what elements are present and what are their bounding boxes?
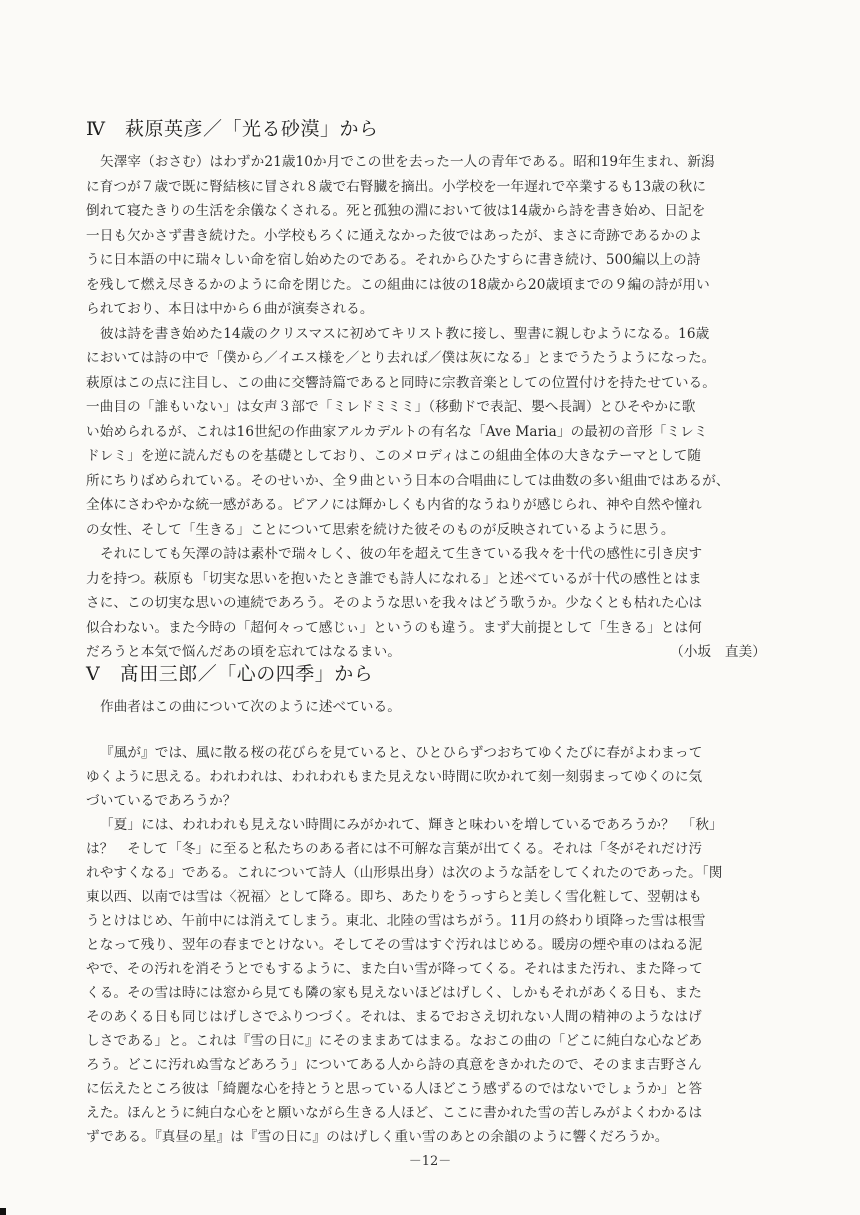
- paragraph-line: ろう。どこに汚れぬ雪などあろう」についてある人から詩の真意をきかれたので、そのまま吉野さん: [86, 1057, 702, 1073]
- paragraph-line: を残して燃え尽きるかのように命を閉じた。この組曲には彼の18歳から20歳頃までの９編の詩が用い: [86, 277, 710, 293]
- author-credit: （小坂 直美）: [670, 644, 766, 660]
- paragraph-line: は？ そして「冬」に至ると私たちのある者には不可解な言葉が出てくる。それは「冬がそれだけ汚: [86, 841, 703, 857]
- paragraph-line: の女性、そして「生きる」ことについて思索を続けた彼そのものが反映されているように思う。: [86, 522, 675, 538]
- paragraph-line: に育つが７歳で既に腎結核に冒され８歳で右腎臓を摘出。小学校を一年遅れで卒業するも13歳の秋に: [86, 179, 707, 195]
- paragraph-line: となって残り、翌年の春までとけない。そしてその雪はすぐ汚れはじめる。暖房の煙や車のはねる泥: [86, 937, 703, 953]
- intro-line: 作曲者はこの曲について次のように述べている。: [100, 699, 401, 715]
- paragraph-line: 一日も欠かさず書き続けた。小学校もろくに通えなかった彼ではあったが、まさに奇跡であるかのよ: [86, 228, 703, 244]
- paragraph-line: 力を持つ。萩原も「切実な思いを抱いたとき誰でも詩人になれる」と述べているが十代の感性とはま: [86, 571, 702, 587]
- paragraph-line: そのあくる日も同じはげしさでふりつづく。それは、まるでおさえ切れない人間の精神のようなはげ: [86, 1009, 702, 1025]
- paragraph-line: ゆくように思える。われわれは、われわれもまた見えない時間に吹かれて刻一刻弱まってゆくのに気: [86, 769, 703, 785]
- paragraph-line: られており、本日は中から６曲が演奏される。: [86, 301, 374, 317]
- page-number: －12－: [408, 1154, 452, 1169]
- paragraph-line: ドレミ」を逆に読んだものを基礎としており、このメロディはこの組曲全体の大きなテーマとして随: [86, 448, 702, 464]
- paragraph-line: 『風が』では、風に散る桜の花びらを見ていると、ひとひらずつおちてゆくたびに春がよわまって: [100, 745, 703, 761]
- paragraph-line: に伝えたところ彼は「綺麗な心を持とうと思っている人ほどこう感ずるのではないでしょうか」と答: [86, 1081, 703, 1097]
- paragraph-line: くる。その雪は時には窓から見ても隣の家も見えないほどはげしく、しかもそれがあくる日も、また: [86, 985, 702, 1001]
- paragraph-line: さに、この切実な思いの連続であろう。そのような思いを我々はどう歌うか。少なくとも枯れた心は: [86, 595, 703, 611]
- paragraph-line: 所にちりばめられている。そのせいか、全９曲という日本の合唱曲にしては曲数の多い組曲ではあるが、: [86, 473, 730, 489]
- paragraph-line: においては詩の中で「僕から／イエス様を／とり去れば／僕は灰になる」とまでうたうようになった。: [86, 350, 716, 366]
- paragraph-line: えた。ほんとうに純白な心をと願いながら生きる人ほど、ここに書かれた雪の苦しみがよくわかるは: [86, 1105, 703, 1121]
- paragraph-line: やで、その汚れを消そうとでもするように、また白い雪が降ってくる。それはまた汚れ、また降って: [86, 961, 703, 977]
- paragraph-line: い始められるが、これは16世紀の作曲家アルカデルトの有名な「Ave Maria」の最初の音形「ミレミ: [86, 424, 708, 440]
- paragraph-line: 彼は詩を書き始めた14歳のクリスマスに初めてキリスト教に接し、聖書に親しむようになる。16歳: [100, 326, 710, 342]
- paragraph-line: れやすくなる」である。これについて詩人（山形県出身）は次のような話をしてくれたのであった。「関: [86, 865, 723, 881]
- paragraph-line: 全体にさわやかな統一感がある。ピアノには輝かしくも内省的なうねりが感じられ、神や自然や憧れ: [86, 497, 702, 513]
- paragraph-line: 萩原はこの点に注目し、この曲に交響詩篇であると同時に宗教音楽としての位置付けを持たせている。: [86, 375, 716, 391]
- paragraph-line: 一曲目の「誰もいない」は女声３部で「ミレドミミミ」（移動ドで表記、嬰へ長調）とひそやかに歌: [86, 399, 696, 415]
- paragraph-line: 東以西、以南では雪は〈祝福〉として降る。即ち、あたりをうっすらと美しく雪化粧して、翌朝はも: [86, 889, 702, 905]
- paragraph-line: うに日本語の中に瑞々しい命を宿し始めたのである。それからひたすらに書き続け、500編以上の詩: [86, 252, 701, 268]
- paragraph-line: 矢澤宰（おさむ）はわずか21歳10か月でこの世を去った一人の青年である。昭和19年生まれ、新潟: [100, 154, 715, 170]
- paragraph-line: うとけはじめ、午前中には消えてしまう。東北、北陸の雪はちがう。11月の終わり頃降った雪は根雪: [86, 913, 706, 929]
- paragraph-line: 似合わない。また今時の「超何々って感じぃ」というのも違う。まず大前提として「生きる」とは何: [86, 620, 702, 636]
- section-4-heading: Ⅳ 萩原英彦／「光る砂漠」から: [86, 118, 379, 140]
- paragraph-line: 「夏」には、われわれも見えない時間にみがかれて、輝きと味わいを増しているであろうか？ 「秋」: [100, 817, 723, 833]
- paragraph-line: 倒れて寝たきりの生活を余儀なくされる。死と孤独の淵において彼は14歳から詩を書き始め、日記を: [86, 203, 706, 219]
- paragraph-line: だろうと本気で悩んだあの頃を忘れてはなるまい。: [86, 644, 401, 660]
- paragraph-line: それにしても矢澤の詩は素朴で瑞々しく、彼の年を超えて生きている我々を十代の感性に引き戻す: [100, 546, 703, 562]
- scan-edge-mark: [0, 1208, 6, 1215]
- paragraph-line: づいているであろうか？: [86, 793, 237, 809]
- paragraph-line: しさである」と。これは『雪の日に』にそのままあてはまる。なおこの曲の「どこに純白な心などあ: [86, 1033, 703, 1049]
- section-5-heading: Ⅴ 髙田三郎／「心の四季」から: [86, 663, 374, 685]
- paragraph-line: ずである。『真昼の星』は『雪の日に』のはげしく重い雪のあとの余韻のように響くだろうか。: [86, 1129, 669, 1145]
